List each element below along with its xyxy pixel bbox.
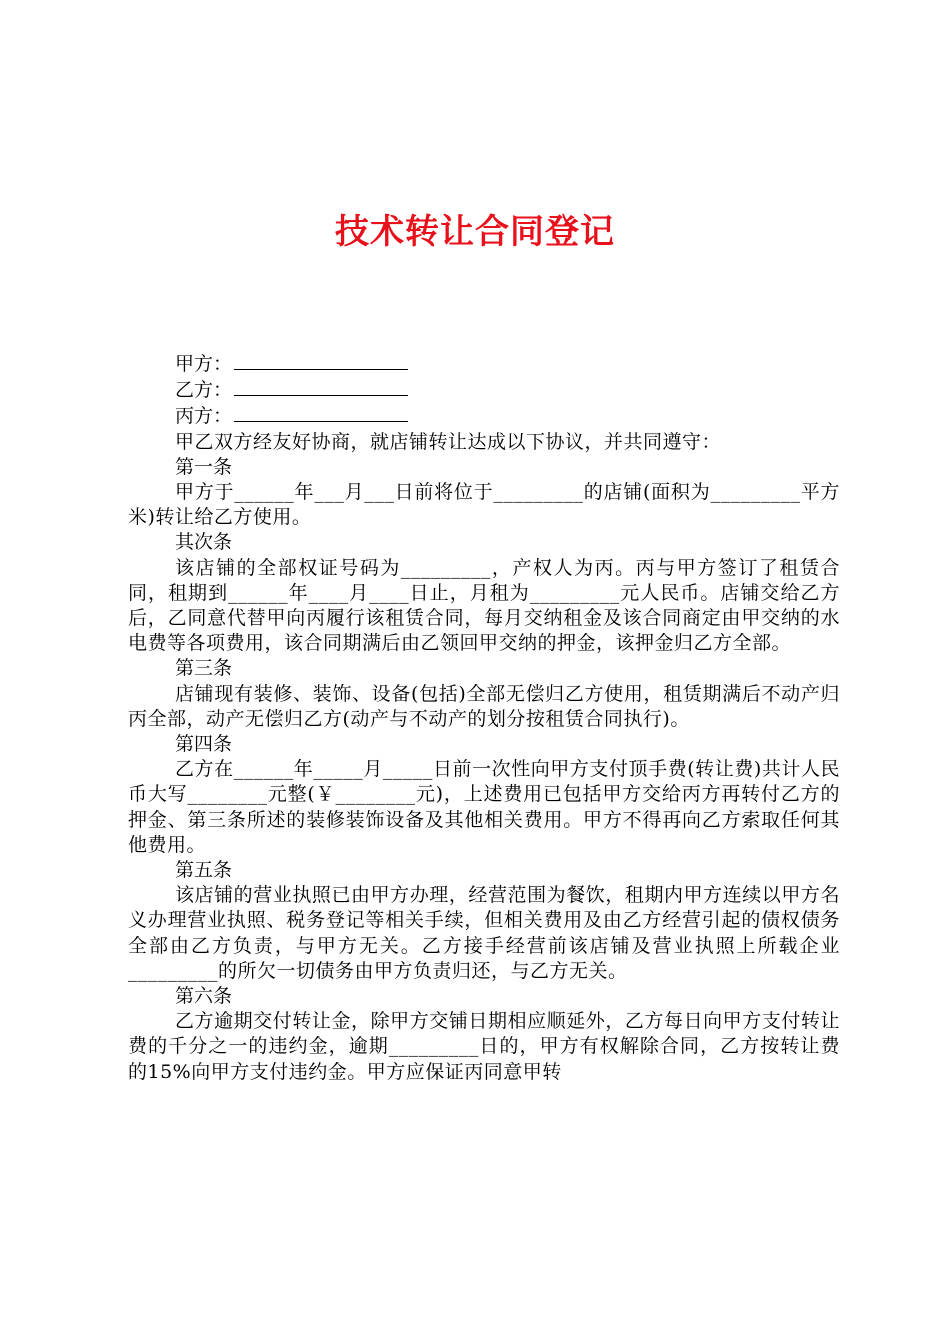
document-title: 技术转让合同登记: [335, 212, 615, 252]
party-a-label: 甲方：: [175, 353, 233, 375]
document-body: [128, 351, 840, 1085]
article-2-heading: 其次条: [175, 531, 233, 554]
article-5-text: 该店铺的营业执照已由甲方办理，经营范围为餐饮，租期内甲方连续以甲方名义办理营业执照、税务登记等相关手续，但相关费用及由乙方经营引起的债权债务全部由乙方负责，与甲方无关。乙方接手经营前该店铺及营业执照上所载企业_________的所欠一切债务由甲方负责归还，与乙方无关。: [128, 884, 840, 982]
party-b-line: [128, 377, 840, 403]
article-1-heading: 第一条: [175, 455, 233, 478]
article-6-heading: 第六条: [175, 985, 233, 1008]
article-6-text: 乙方逾期交付转让金，除甲方交铺日期相应顺延外，乙方每日向甲方支付转让费的千分之一的违约金，逾期_________日的，甲方有权解除合同，乙方按转让费的15%向甲方支付违约金。甲方应保证丙同意甲转: [128, 1010, 840, 1083]
article-3-text: 店铺现有装修、装饰、设备(包括)全部无偿归乙方使用，租赁期满后不动产归丙全部，动产无偿归乙方(动产与不动产的划分按租赁合同执行)。: [128, 682, 840, 730]
article-3-heading: 第三条: [175, 657, 233, 680]
party-a-blank: [234, 351, 408, 370]
party-b-label: 乙方：: [175, 379, 233, 402]
article-1-text: 甲方于______年___月___日前将位于_________的店铺(面积为_________平方米)转让给乙方使用。: [128, 481, 840, 529]
party-a-line: [128, 351, 840, 377]
intro-paragraph: 甲乙双方经友好协商，就店铺转让达成以下协议，并共同遵守：: [175, 430, 722, 453]
article-4-text: 乙方在______年_____月_____日前一次性向甲方支付顶手费(转让费)共计人民币大写________元整(￥________元)，上述费用已包括甲方交给丙方再转付乙方的押金、第三条所述的装修装饰设备及其他相关费用。甲方不得再向乙方索取任何其他费用。: [128, 758, 840, 856]
article-5-heading: 第五条: [175, 859, 233, 882]
article-2-text: 该店铺的全部权证号码为_________，产权人为丙。丙与甲方签订了租赁合同，租期到______年____月____日止，月租为_________元人民币。店铺交给乙方后，乙同意代替甲向丙履行该租赁合同，每月交纳租金及该合同商定由甲交纳的水电费等各项费用，该合同期满后由乙领回甲交纳的押金，该押金归乙方全部。: [128, 556, 840, 655]
article-4-heading: 第四条: [175, 733, 233, 756]
party-c-line: [128, 403, 840, 429]
party-c-blank: [234, 403, 408, 422]
party-b-blank: [234, 377, 408, 396]
party-c-label: 丙方：: [175, 405, 233, 428]
